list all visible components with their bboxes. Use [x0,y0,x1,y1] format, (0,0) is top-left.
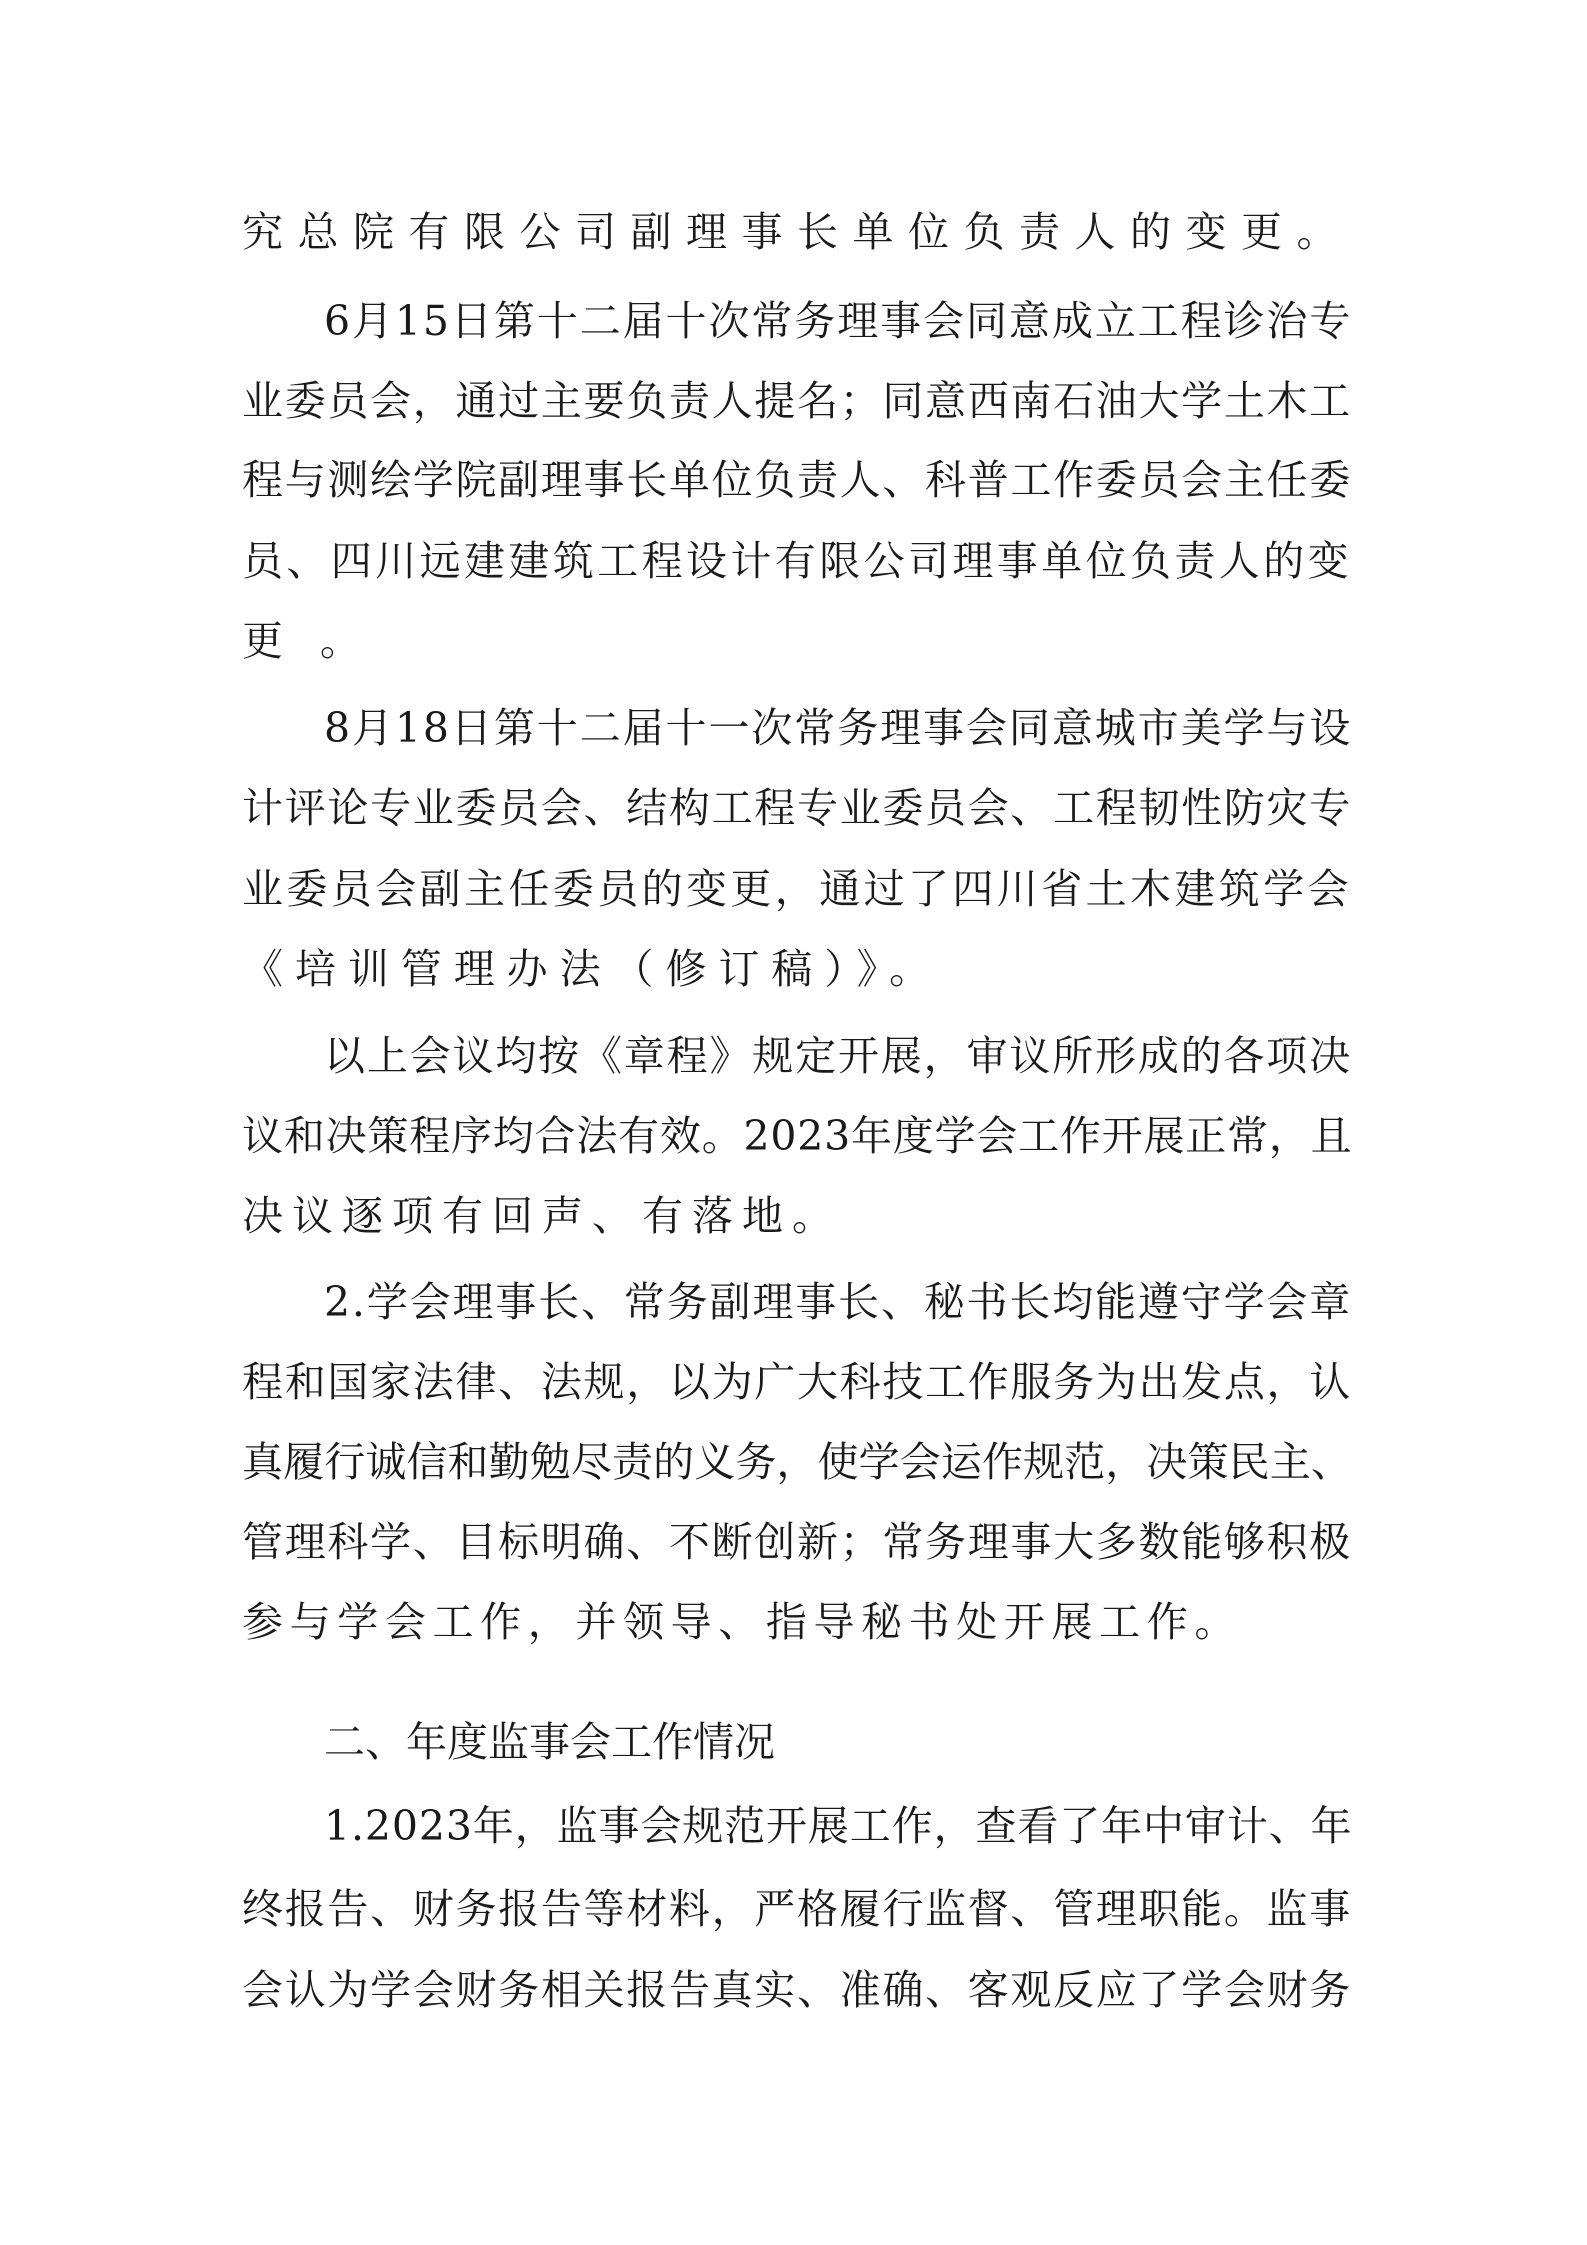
text-line: 终报告、财务报告等材料，严格履行监督、管理职能。监事 [242,1885,1352,1933]
text-line: 会认为学会财务相关报告真实、准确、客观反应了学会财务 [242,1966,1352,2014]
text-line: 员、四川远建建筑工程设计有限公司理事单位负责人的变 [242,537,1352,585]
text-line: 《培训管理办法（修订稿）》。 [242,945,943,993]
text-line: 业委员会，通过主要负责人提名；同意西南石油大学土木工 [242,377,1352,425]
text-line: 2.学会理事长、常务副理事长、秘书长均能遵守学会章 [324,1278,1353,1326]
text-line: 1.2023年，监事会规范开展工作，查看了年中审计、年 [324,1802,1353,1850]
text-line: 6月15日第十二届十次常务理事会同意成立工程诊治专 [324,297,1353,345]
text-line: 真履行诚信和勤勉尽责的义务，使学会运作规范，决策民主、 [242,1438,1352,1486]
text-line: 决议逐项有回声、有落地。 [242,1192,842,1240]
text-line: 计评论专业委员会、结构工程专业委员会、工程韧性防灾专 [242,784,1352,832]
text-line: 8月18日第十二届十一次常务理事会同意城市美学与设 [324,704,1353,752]
text-line: 程和国家法律、法规，以为广大科技工作服务为出发点，认 [242,1358,1352,1406]
text-line: 议和决策程序均合法有效。2023年度学会工作开展正常，且 [242,1112,1353,1160]
text-line: 程与测绘学院副理事长单位负责人、科普工作委员会主任委 [242,456,1352,504]
text-line: 更。 [242,617,398,665]
text-line: 究总院有限公司副理事长单位负责人的变更。 [242,208,1352,256]
text-line: 参与学会工作，并领导、指导秘书处开展工作。 [242,1598,1243,1646]
text-line: 业委员会副主任委员的变更，通过了四川省土木建筑学会 [242,865,1352,913]
text-line: 管理科学、目标明确、不断创新；常务理事大多数能够积极 [242,1518,1352,1566]
section-heading: 二、年度监事会工作情况 [324,1718,775,1766]
text-line: 以上会议均按《章程》规定开展，审议所形成的各项决 [324,1032,1352,1080]
